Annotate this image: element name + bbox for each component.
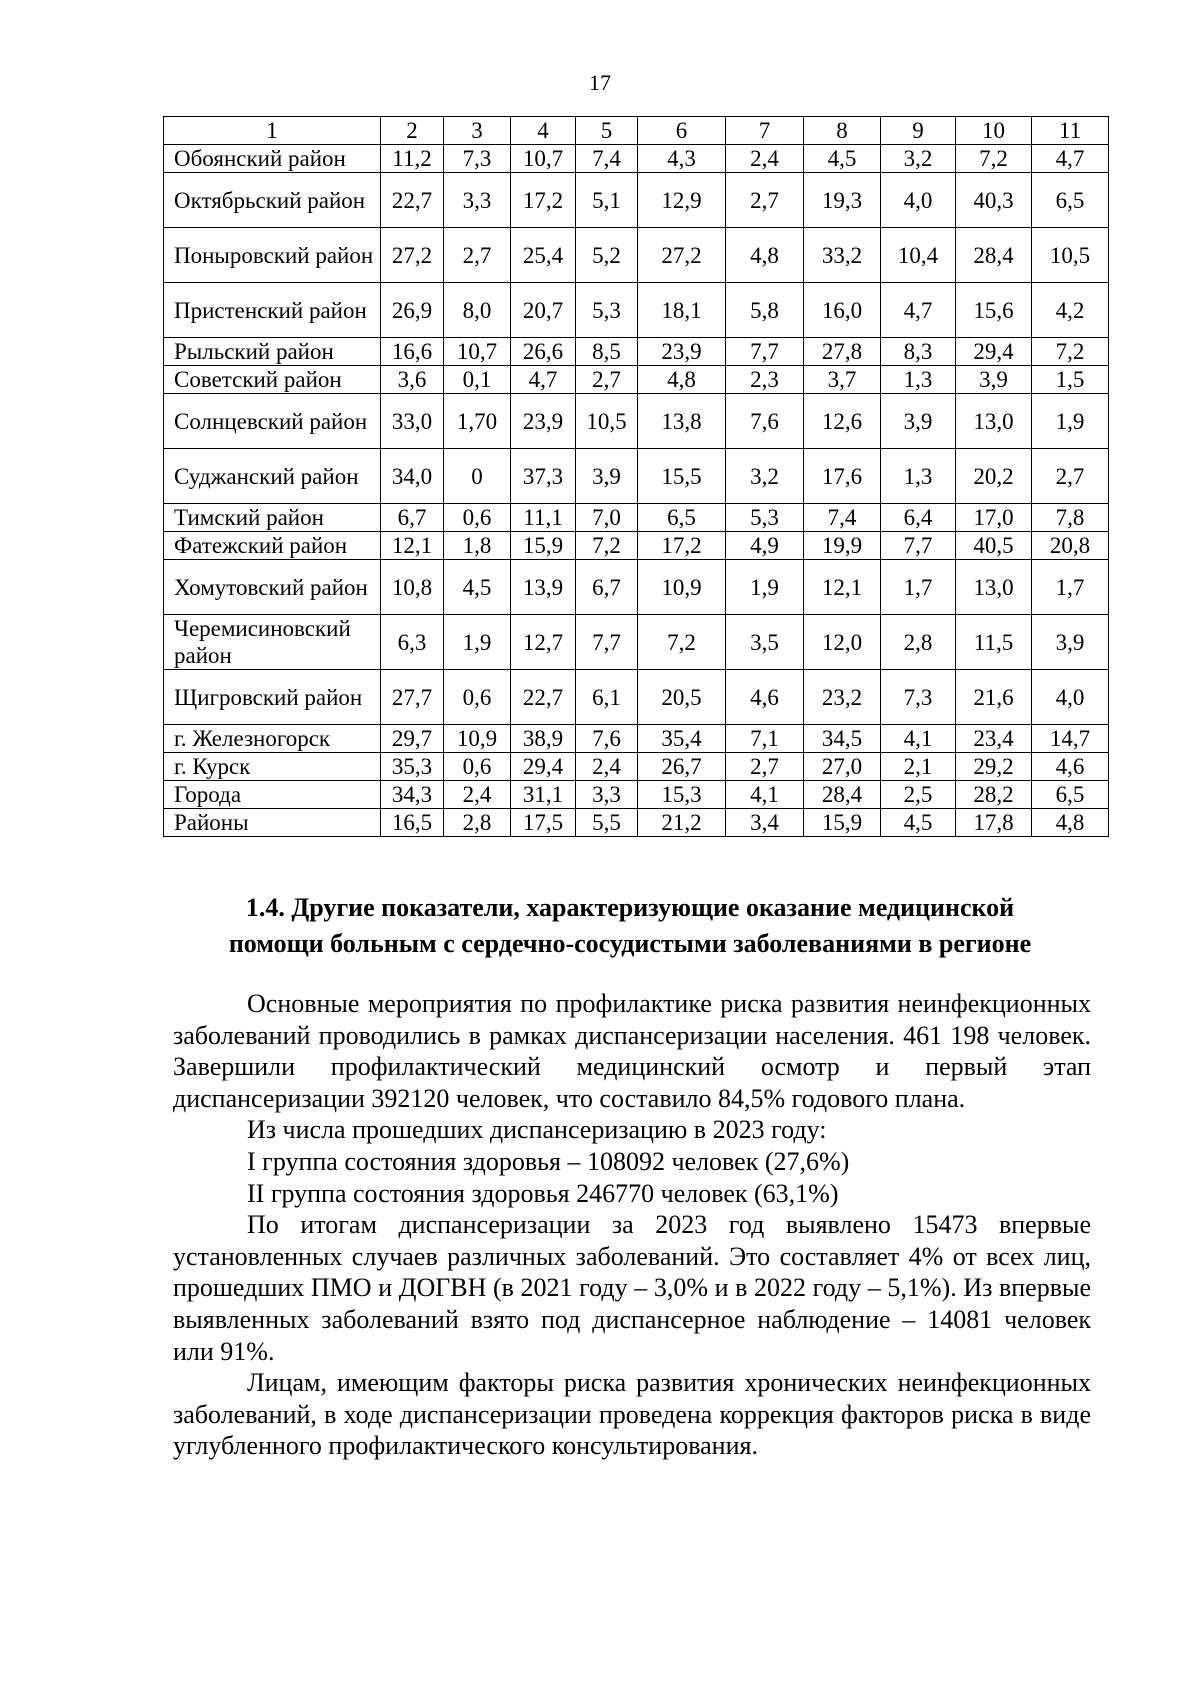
table-cell: 26,6 (511, 338, 576, 366)
table-cell: 23,4 (956, 725, 1032, 753)
table-cell: 7,3 (881, 670, 956, 725)
table-cell: 1,5 (1032, 366, 1109, 394)
table-cell: 2,5 (881, 781, 956, 809)
table-cell: 33,0 (381, 394, 444, 449)
table-cell: 12,1 (381, 532, 444, 560)
table-cell: 7,0 (576, 504, 638, 532)
paragraph: Лицам, имеющим факторы риска развития хронических неинфекционных заболеваний, в ходе диспансеризации проведена коррекция факторов риска в виде углубленного профилактического консультирования. (173, 1368, 1091, 1461)
table-row (164, 615, 1109, 670)
table-cell: 0,1 (444, 366, 511, 394)
row-label: Поныровский район (164, 228, 381, 283)
table-cell: 4,7 (1032, 145, 1109, 173)
table-cell: 3,7 (804, 366, 881, 394)
row-label: Советский район (164, 366, 381, 394)
table-cell: 2,3 (726, 366, 804, 394)
table-cell: 20,5 (638, 670, 726, 725)
table-cell: 28,4 (956, 228, 1032, 283)
table-cell: 7,2 (638, 615, 726, 670)
table-cell: 1,7 (1032, 560, 1109, 615)
table-cell: 26,9 (381, 283, 444, 338)
column-header: 9 (881, 117, 956, 145)
table-cell: 0,6 (444, 504, 511, 532)
table-row (164, 809, 1109, 837)
table-cell: 12,0 (804, 615, 881, 670)
table-cell: 35,4 (638, 725, 726, 753)
table-cell: 4,2 (1032, 283, 1109, 338)
table-cell: 21,2 (638, 809, 726, 837)
table-cell: 6,3 (381, 615, 444, 670)
table-row (164, 394, 1109, 449)
table-cell: 13,9 (511, 560, 576, 615)
table-cell: 3,9 (881, 394, 956, 449)
table-cell: 4,5 (881, 809, 956, 837)
table-cell: 4,1 (881, 725, 956, 753)
table-cell: 12,6 (804, 394, 881, 449)
table-cell: 5,1 (576, 173, 638, 228)
table-cell: 14,7 (1032, 725, 1109, 753)
table-cell: 10,8 (381, 560, 444, 615)
table-cell: 4,8 (638, 366, 726, 394)
table-cell: 13,0 (956, 560, 1032, 615)
table-cell: 12,9 (638, 173, 726, 228)
table-cell: 23,9 (638, 338, 726, 366)
table-cell: 27,2 (638, 228, 726, 283)
table-cell: 20,8 (1032, 532, 1109, 560)
table-cell: 34,0 (381, 449, 444, 504)
table-cell: 7,4 (804, 504, 881, 532)
row-label: Тимский район (164, 504, 381, 532)
table-cell: 38,9 (511, 725, 576, 753)
table-cell: 1,9 (444, 615, 511, 670)
table-cell: 3,3 (444, 173, 511, 228)
table-cell: 8,5 (576, 338, 638, 366)
column-header: 2 (381, 117, 444, 145)
column-header: 10 (956, 117, 1032, 145)
table-row (164, 366, 1109, 394)
table-cell: 13,0 (956, 394, 1032, 449)
table-cell: 17,5 (511, 809, 576, 837)
table-row (164, 504, 1109, 532)
column-header: 7 (726, 117, 804, 145)
table-cell: 25,4 (511, 228, 576, 283)
paragraph: Основные мероприятия по профилактике риска развития неинфекционных заболеваний проводились в рамках диспансеризации населения. 461 198 человек. Завершили профилактический медицинский осмотр и первый этап диспансеризации 392120 человек, что составило 84,5% годового плана. (173, 989, 1091, 1113)
table-cell: 10,5 (1032, 228, 1109, 283)
table-cell: 2,7 (1032, 449, 1109, 504)
table-cell: 34,3 (381, 781, 444, 809)
table-cell: 31,1 (511, 781, 576, 809)
table-cell: 7,7 (576, 615, 638, 670)
section-heading (163, 890, 1097, 962)
table-cell: 12,7 (511, 615, 576, 670)
table-cell: 5,8 (726, 283, 804, 338)
table-cell: 10,9 (638, 560, 726, 615)
row-label: Хомутовский район (164, 560, 381, 615)
table-cell: 4,7 (511, 366, 576, 394)
section-heading-line: помощи больным с сердечно-сосудистыми заболеваниями в регионе (228, 929, 1032, 958)
table-cell: 15,9 (804, 809, 881, 837)
table-cell: 4,0 (881, 173, 956, 228)
table-row (164, 532, 1109, 560)
statistics-table (163, 116, 1109, 837)
table-cell: 37,3 (511, 449, 576, 504)
table-cell: 15,6 (956, 283, 1032, 338)
table-cell: 19,9 (804, 532, 881, 560)
table-cell: 7,8 (1032, 504, 1109, 532)
table-cell: 4,5 (804, 145, 881, 173)
column-header: 3 (444, 117, 511, 145)
table-cell: 23,9 (511, 394, 576, 449)
table-row (164, 560, 1109, 615)
row-label: Обоянский район (164, 145, 381, 173)
table-cell: 4,6 (1032, 753, 1109, 781)
row-label: Пристенский район (164, 283, 381, 338)
paragraph: I группа состояния здоровья – 108092 человек (27,6%) (247, 1146, 850, 1176)
table-cell: 2,4 (444, 781, 511, 809)
table-cell: 15,3 (638, 781, 726, 809)
table-row (164, 228, 1109, 283)
table-cell: 1,7 (881, 560, 956, 615)
table-cell: 17,0 (956, 504, 1032, 532)
table-body (164, 145, 1109, 837)
paragraph: По итогам диспансеризации за 2023 год выявлено 15473 впервые установленных случаев различных заболеваний. Это составляет 4% от всех лиц, прошедших ПМО и ДОГВН (в 2021 году – 3,0% и в 2022 году – 5,1%). Из впервые выявленных заболеваний взято под диспансерное наблюдение – 14081 человек или 91%. (173, 1210, 1091, 1366)
table-cell: 2,8 (881, 615, 956, 670)
table-row (164, 753, 1109, 781)
row-label: Города (164, 781, 381, 809)
table-cell: 3,9 (956, 366, 1032, 394)
table-cell: 7,2 (956, 145, 1032, 173)
table-header-row (164, 117, 1109, 145)
column-header: 8 (804, 117, 881, 145)
table-cell: 11,5 (956, 615, 1032, 670)
table-cell: 26,7 (638, 753, 726, 781)
table-cell: 0 (444, 449, 511, 504)
table-cell: 2,4 (726, 145, 804, 173)
table-cell: 40,3 (956, 173, 1032, 228)
table-cell: 17,8 (956, 809, 1032, 837)
table-cell: 3,3 (576, 781, 638, 809)
row-label: Районы (164, 809, 381, 837)
table-cell: 27,8 (804, 338, 881, 366)
table-cell: 28,2 (956, 781, 1032, 809)
section-body (173, 988, 1091, 1462)
table-cell: 1,70 (444, 394, 511, 449)
table-cell: 1,3 (881, 449, 956, 504)
table-cell: 3,2 (881, 145, 956, 173)
table-cell: 3,9 (576, 449, 638, 504)
table-cell: 27,2 (381, 228, 444, 283)
table-row (164, 173, 1109, 228)
table-cell: 4,7 (881, 283, 956, 338)
column-header: 4 (511, 117, 576, 145)
table-cell: 3,6 (381, 366, 444, 394)
table-cell: 10,9 (444, 725, 511, 753)
table-cell: 27,0 (804, 753, 881, 781)
table-cell: 4,3 (638, 145, 726, 173)
table-cell: 2,7 (444, 228, 511, 283)
table-cell: 3,2 (726, 449, 804, 504)
column-header: 1 (164, 117, 381, 145)
table-cell: 15,5 (638, 449, 726, 504)
table-cell: 7,2 (576, 532, 638, 560)
table-cell: 4,0 (1032, 670, 1109, 725)
table-cell: 4,1 (726, 781, 804, 809)
table-cell: 11,2 (381, 145, 444, 173)
table-cell: 17,2 (638, 532, 726, 560)
table-cell: 6,7 (381, 504, 444, 532)
table-cell: 22,7 (381, 173, 444, 228)
table-cell: 6,5 (1032, 781, 1109, 809)
table-cell: 2,8 (444, 809, 511, 837)
row-label: Суджанский район (164, 449, 381, 504)
row-label: Черемисиновский район (164, 615, 381, 670)
table-cell: 0,6 (444, 670, 511, 725)
table-cell: 29,2 (956, 753, 1032, 781)
table-cell: 40,5 (956, 532, 1032, 560)
table-cell: 8,0 (444, 283, 511, 338)
table-cell: 34,5 (804, 725, 881, 753)
table-cell: 5,3 (726, 504, 804, 532)
table-cell: 16,0 (804, 283, 881, 338)
table-cell: 7,2 (1032, 338, 1109, 366)
table-cell: 10,4 (881, 228, 956, 283)
table-cell: 27,7 (381, 670, 444, 725)
table-cell: 19,3 (804, 173, 881, 228)
table-row (164, 781, 1109, 809)
table-cell: 2,7 (726, 173, 804, 228)
row-label: Щигровский район (164, 670, 381, 725)
table-cell: 2,1 (881, 753, 956, 781)
table-cell: 4,5 (444, 560, 511, 615)
table-cell: 23,2 (804, 670, 881, 725)
table-cell: 7,7 (726, 338, 804, 366)
table-cell: 6,4 (881, 504, 956, 532)
table-cell: 21,6 (956, 670, 1032, 725)
table-cell: 33,2 (804, 228, 881, 283)
column-header: 6 (638, 117, 726, 145)
table-cell: 1,8 (444, 532, 511, 560)
table-cell: 3,4 (726, 809, 804, 837)
column-header: 11 (1032, 117, 1109, 145)
table-cell: 1,9 (1032, 394, 1109, 449)
row-label: Октябрьский район (164, 173, 381, 228)
table-cell: 7,4 (576, 145, 638, 173)
table-row (164, 145, 1109, 173)
row-label: Рыльский район (164, 338, 381, 366)
table-cell: 20,7 (511, 283, 576, 338)
row-label: г. Железногорск (164, 725, 381, 753)
table-cell: 5,3 (576, 283, 638, 338)
table-cell: 6,5 (638, 504, 726, 532)
table-cell: 4,8 (1032, 809, 1109, 837)
table-cell: 7,3 (444, 145, 511, 173)
table-cell: 2,7 (726, 753, 804, 781)
table-cell: 1,9 (726, 560, 804, 615)
table-cell: 5,2 (576, 228, 638, 283)
table-cell: 4,9 (726, 532, 804, 560)
column-header: 5 (576, 117, 638, 145)
table-cell: 7,6 (576, 725, 638, 753)
table-cell: 0,6 (444, 753, 511, 781)
table-cell: 1,3 (881, 366, 956, 394)
table-row (164, 725, 1109, 753)
table-cell: 8,3 (881, 338, 956, 366)
row-label: Солнцевский район (164, 394, 381, 449)
table-cell: 15,9 (511, 532, 576, 560)
table-cell: 4,6 (726, 670, 804, 725)
table-cell: 10,7 (511, 145, 576, 173)
table-cell: 6,1 (576, 670, 638, 725)
table-cell: 4,8 (726, 228, 804, 283)
row-label: Фатежский район (164, 532, 381, 560)
table-cell: 20,2 (956, 449, 1032, 504)
table-cell: 35,3 (381, 753, 444, 781)
table-cell: 13,8 (638, 394, 726, 449)
paragraph: II группа состояния здоровья 246770 человек (63,1%) (247, 1178, 839, 1208)
table-cell: 29,7 (381, 725, 444, 753)
table-cell: 6,7 (576, 560, 638, 615)
table-row (164, 670, 1109, 725)
table-cell: 10,7 (444, 338, 511, 366)
table-cell: 10,5 (576, 394, 638, 449)
table-cell: 22,7 (511, 670, 576, 725)
table-cell: 7,1 (726, 725, 804, 753)
table-cell: 18,1 (638, 283, 726, 338)
table-cell: 17,6 (804, 449, 881, 504)
table-cell: 11,1 (511, 504, 576, 532)
table-cell: 17,2 (511, 173, 576, 228)
table-cell: 3,9 (1032, 615, 1109, 670)
table-cell: 3,5 (726, 615, 804, 670)
table-cell: 2,7 (576, 366, 638, 394)
table-cell: 2,4 (576, 753, 638, 781)
row-label: г. Курск (164, 753, 381, 781)
table-row (164, 338, 1109, 366)
page-number: 17 (589, 70, 611, 95)
table-cell: 29,4 (511, 753, 576, 781)
table-cell: 28,4 (804, 781, 881, 809)
table-cell: 5,5 (576, 809, 638, 837)
table-cell: 16,6 (381, 338, 444, 366)
table-cell: 29,4 (956, 338, 1032, 366)
table-cell: 16,5 (381, 809, 444, 837)
table-row (164, 283, 1109, 338)
table-row (164, 449, 1109, 504)
table-cell: 7,7 (881, 532, 956, 560)
table-cell: 7,6 (726, 394, 804, 449)
paragraph: Из числа прошедших диспансеризацию в 2023 году: (247, 1115, 827, 1145)
table-cell: 6,5 (1032, 173, 1109, 228)
table-cell: 12,1 (804, 560, 881, 615)
section-heading-line: 1.4. Другие показатели, характеризующие оказание медицинской (245, 893, 1015, 922)
